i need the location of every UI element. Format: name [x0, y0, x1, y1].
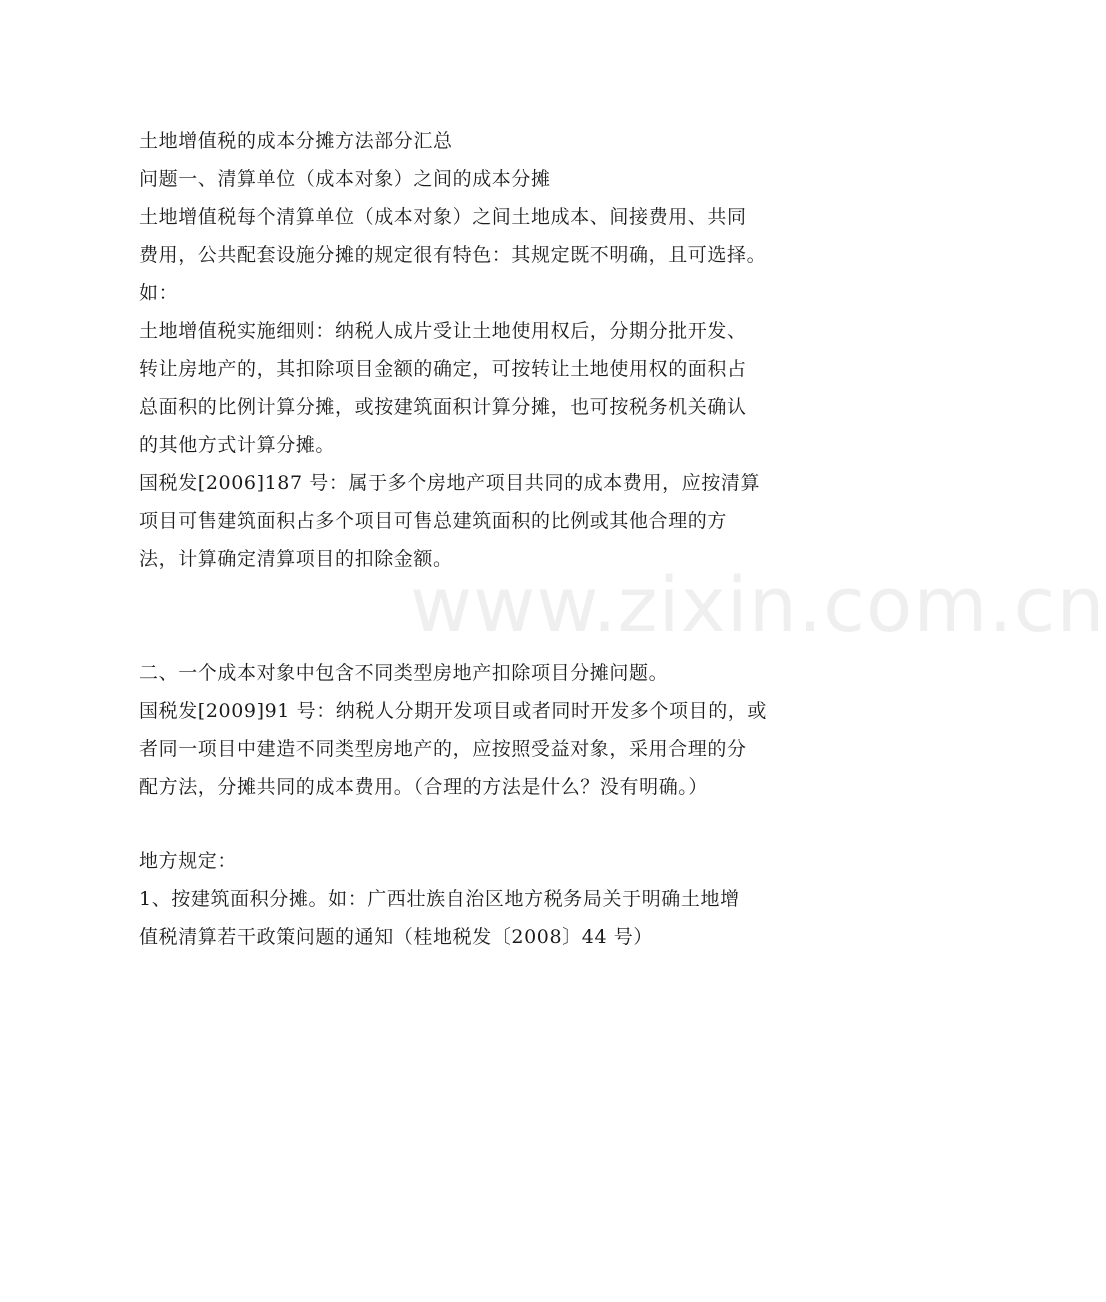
q2-rule-paragraph: [139, 692, 787, 806]
text-line: 1、按建筑面积分摊。如：广西壮族自治区地方税务局关于明确土地增: [139, 888, 740, 910]
text-line: 法，计算确定清算项目的扣除金额。: [139, 548, 453, 570]
text-line: 费用，公共配套设施分摊的规定很有特色：其规定既不明确，且可选择。: [139, 244, 767, 266]
text-line: 项目可售建筑面积占多个项目可售总建筑面积的比例或其他合理的方: [139, 510, 728, 532]
q1-rule2-paragraph: [139, 464, 787, 578]
document-body: [139, 122, 787, 956]
text-line: 总面积的比例计算分摊，或按建筑面积计算分摊，也可按税务机关确认: [139, 396, 747, 418]
section-heading-q1: 问题一、清算单位（成本对象）之间的成本分摊: [139, 168, 551, 190]
section-heading-q2: 二、一个成本对象中包含不同类型房地产扣除项目分摊问题。: [139, 662, 669, 684]
text-line: 土地增值税每个清算单位（成本对象）之间土地成本、间接费用、共同: [139, 206, 747, 228]
local-item1-paragraph: [139, 880, 787, 956]
text-line: 配方法，分摊共同的成本费用。（合理的方法是什么？没有明确。）: [139, 776, 709, 798]
section-heading-local: 地方规定：: [139, 850, 238, 872]
text-line: 国税发[2009]91 号：纳税人分期开发项目或者同时开发多个项目的，或: [139, 700, 767, 722]
watermark: www.zixin.com.cn: [410, 560, 1106, 649]
text-line: 如：: [139, 282, 179, 304]
text-line: 国税发[2006]187 号：属于多个房地产项目共同的成本费用，应按清算: [139, 472, 761, 494]
blank-space: [139, 578, 787, 654]
text-line: 转让房地产的，其扣除项目金额的确定，可按转让土地使用权的面积占: [139, 358, 747, 380]
text-line: 土地增值税实施细则：纳税人成片受让土地使用权后，分期分批开发、: [139, 320, 747, 342]
q1-rule1-paragraph: [139, 312, 787, 464]
text-line: 者同一项目中建造不同类型房地产的，应按照受益对象，采用合理的分: [139, 738, 747, 760]
text-line: 值税清算若干政策问题的通知（桂地税发〔2008〕44 号）: [139, 926, 653, 948]
document-title: 土地增值税的成本分摊方法部分汇总: [139, 130, 453, 152]
blank-space: [139, 806, 787, 842]
text-line: 的其他方式计算分摊。: [139, 434, 336, 456]
q1-intro-paragraph: [139, 198, 787, 312]
